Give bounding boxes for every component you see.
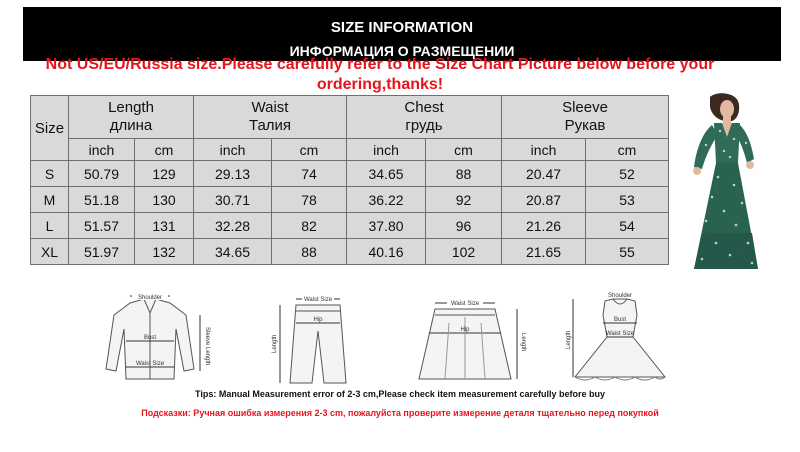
table-cell: 21.65	[502, 239, 586, 265]
table-cell: 30.71	[194, 187, 272, 213]
table-cell: 34.65	[194, 239, 272, 265]
waist-header	[194, 96, 347, 139]
table-cell: 82	[272, 213, 347, 239]
dress-model-photo	[672, 93, 780, 273]
table-cell: 40.16	[347, 239, 426, 265]
waist-header-en: Waist	[251, 99, 289, 116]
dress-shoulder-label: Shoulder	[607, 293, 633, 299]
table-cell: 53	[586, 187, 669, 213]
table-cell: 50.79	[69, 161, 135, 187]
table-cell: 32.28	[194, 213, 272, 239]
unit-header: cm	[272, 139, 347, 161]
tips-text: Manual Measurement error of 2-3 cm,Please check item measurement carefully before buy	[216, 389, 605, 399]
size-cell: L	[31, 213, 69, 239]
banner-title-ru: ИНФОРМАЦИЯ О РАЗМЕЩЕНИИ	[289, 43, 515, 59]
chest-header-en: Chest	[404, 99, 444, 116]
chest-header-ru: грудь	[405, 117, 443, 134]
sleeve-header	[502, 96, 669, 139]
dress-bust-label: Bust	[613, 317, 627, 323]
table-cell: 92	[426, 187, 502, 213]
skirt-length-label: Length	[520, 333, 526, 352]
unit-header: cm	[426, 139, 502, 161]
table-cell: 131	[135, 213, 194, 239]
dress-waist-label: Waist Size	[605, 331, 635, 337]
table-row	[31, 187, 669, 213]
table-cell: 74	[272, 161, 347, 187]
table-cell: 88	[426, 161, 502, 187]
dress-measurement-diagram	[565, 293, 675, 388]
size-cell: XL	[31, 239, 69, 265]
size-column-header: Size	[31, 96, 69, 161]
table-cell: 29.13	[194, 161, 272, 187]
table-cell: 78	[272, 187, 347, 213]
unit-header: inch	[347, 139, 426, 161]
sleeve-header-ru: Рукав	[564, 117, 606, 134]
table-cell: 132	[135, 239, 194, 265]
size-table	[30, 95, 669, 265]
tips-label: Tips:	[195, 389, 217, 399]
table-cell: 130	[135, 187, 194, 213]
table-cell: 36.22	[347, 187, 426, 213]
table-cell: 54	[586, 213, 669, 239]
notice-line-2: ordering,thanks!	[316, 76, 444, 93]
table-cell: 96	[426, 213, 502, 239]
unit-header: inch	[69, 139, 135, 161]
shirt-shoulder-label: Shoulder	[137, 295, 163, 301]
size-cell: M	[31, 187, 69, 213]
length-header-en: Length	[108, 99, 154, 116]
table-cell: 51.18	[69, 187, 135, 213]
shirt-measurement-diagram	[90, 293, 210, 388]
unit-header: inch	[502, 139, 586, 161]
length-header-ru: длина	[109, 117, 153, 134]
tips-ru: Подсказки: Ручная ошибка измерения 2-3 cm, пожалуйста проверите измерение деталя тщательно перед покупкой	[141, 408, 659, 418]
table-cell: 20.47	[502, 161, 586, 187]
table-row	[31, 239, 669, 265]
table-cell: 20.87	[502, 187, 586, 213]
table-cell: 51.57	[69, 213, 135, 239]
table-row	[31, 161, 669, 187]
table-cell: 21.26	[502, 213, 586, 239]
table-cell: 129	[135, 161, 194, 187]
skirt-measurement-diagram	[405, 293, 525, 388]
length-header	[69, 96, 194, 139]
shirt-waist-label: Waist Size	[135, 361, 165, 367]
size-cell: S	[31, 161, 69, 187]
skirt-hip-label: Hip	[460, 327, 470, 333]
banner-title-en: SIZE INFORMATION	[330, 19, 474, 36]
table-cell: 88	[272, 239, 347, 265]
table-cell: 102	[426, 239, 502, 265]
pants-measurement-diagram	[262, 293, 372, 388]
tips-en	[0, 389, 800, 399]
sleeve-header-en: Sleeve	[562, 99, 608, 116]
pants-waist-label: Waist Size	[303, 297, 333, 303]
size-info-banner	[23, 7, 781, 61]
table-cell: 34.65	[347, 161, 426, 187]
unit-header: inch	[194, 139, 272, 161]
table-cell: 55	[586, 239, 669, 265]
waist-header-ru: Талия	[248, 117, 292, 134]
pants-hip-label: Hip	[313, 317, 323, 323]
size-notice	[30, 55, 730, 93]
shirt-bust-label: Bust	[143, 335, 157, 341]
table-row	[31, 213, 669, 239]
unit-header: cm	[135, 139, 194, 161]
chest-header	[347, 96, 502, 139]
skirt-waist-label: Waist Size	[450, 301, 480, 307]
table-cell: 52	[586, 161, 669, 187]
notice-line-1: Not US/EU/Russia size.Please carefully refer to the Size Chart Picture below before your	[45, 56, 715, 73]
pants-length-label: Length	[272, 334, 278, 353]
table-cell: 37.80	[347, 213, 426, 239]
unit-header: cm	[586, 139, 669, 161]
shirt-sleeve-label: Sleeve Length	[204, 327, 210, 366]
table-cell: 51.97	[69, 239, 135, 265]
dress-length-label: Length	[566, 330, 572, 349]
